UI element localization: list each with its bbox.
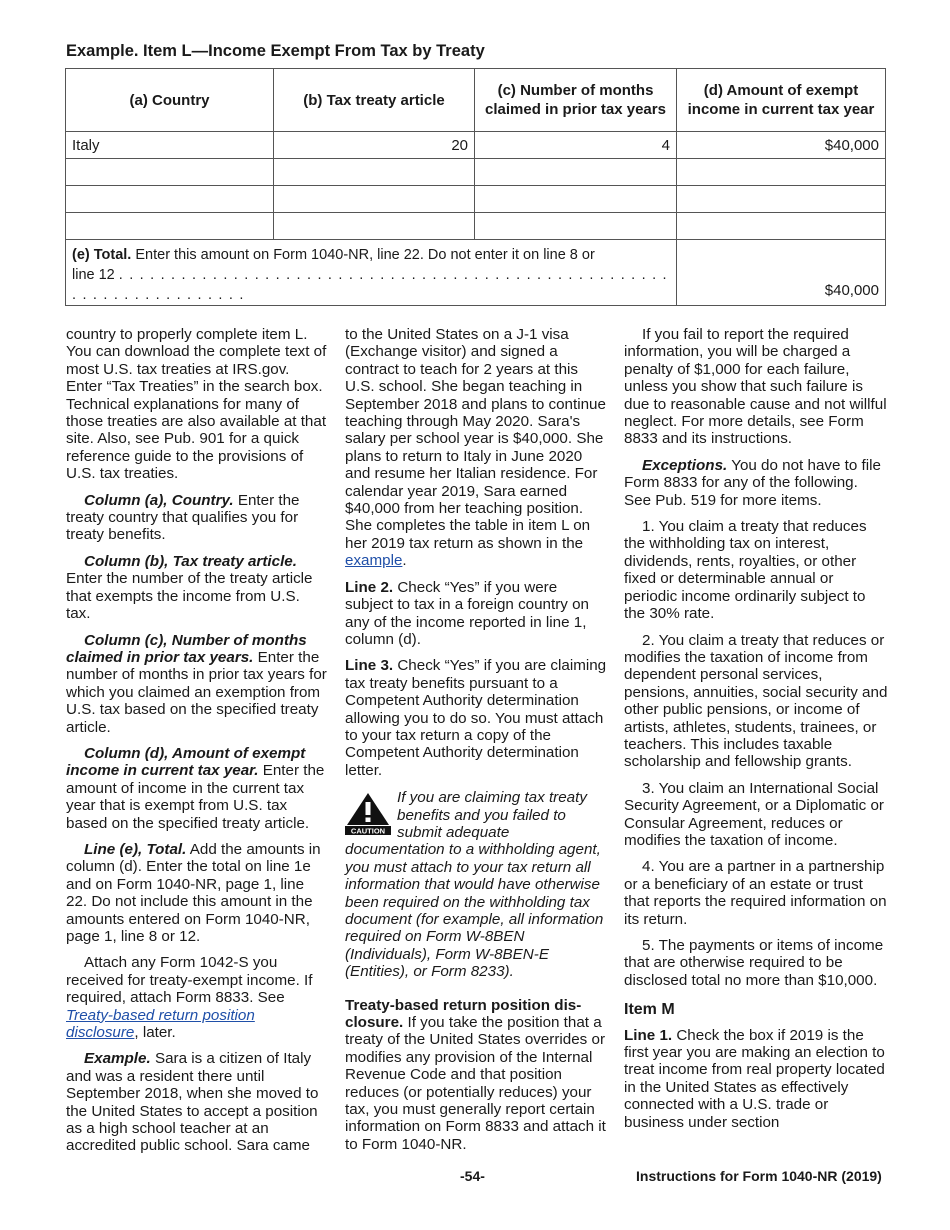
page-number: -54- xyxy=(460,1168,485,1184)
cell-amount xyxy=(677,186,886,213)
heading-line-1: Line 1. xyxy=(624,1026,673,1044)
cell-months xyxy=(475,186,677,213)
text-exceptions: You do not have to file Form 8833 for any of the following. See Pub. 519 for more items. xyxy=(624,456,881,509)
paragraph-example xyxy=(66,1050,328,1154)
header-months-claimed: (c) Number of months claimed in prior tax years xyxy=(475,69,677,132)
cell-country: Italy xyxy=(66,132,274,159)
list-item: 4. You are a partner in a partnership or a beneficiary of an estate or trust that reports the required information on its return. xyxy=(624,858,887,928)
text-line-3: Check “Yes” if you are claiming tax treaty benefits pursuant to a Competent Authority determination allowing you to do so. You must attach to your tax return a copy of the Competent Authority determination letter. xyxy=(345,657,607,779)
text-column-b: Enter the number of the treaty article that exempts the income from U.S. tax. xyxy=(66,570,313,623)
caution-paragraph xyxy=(345,789,607,980)
table-row xyxy=(66,186,886,213)
text-column-c: Enter the number of months in prior tax years for which you claimed an exemption from U.S. tax based on the specified treaty article. xyxy=(66,648,327,736)
list-item: 5. The payments or items of income that are otherwise required to be disclosed total no more than $10,000. xyxy=(624,937,884,989)
total-label-bold: (e) Total. xyxy=(72,247,132,263)
header-exempt-amount: (d) Amount of exempt income in current tax year xyxy=(677,69,886,132)
header-treaty-article: (b) Tax treaty article xyxy=(274,69,475,132)
treaty-disclosure-link[interactable]: Treaty-based return position disclosure xyxy=(66,1006,255,1042)
cell-country xyxy=(66,159,274,186)
paragraph xyxy=(345,326,607,570)
heading-column-b: Column (b), Tax treaty article. xyxy=(84,552,297,570)
cell-months: 4 xyxy=(475,132,677,159)
heading-treaty-disclosure: Treaty-based return position disclosure. xyxy=(345,996,582,1032)
total-value: $40,000 xyxy=(677,240,886,306)
heading-column-a: Column (a), Country. xyxy=(84,491,234,509)
paragraph-column-b xyxy=(66,553,328,623)
heading-column-c: Column (c), Number of months claimed in prior tax years. xyxy=(66,631,307,666)
paragraph-column-d xyxy=(66,745,328,832)
heading-line-e: Line (e), Total. xyxy=(84,840,187,858)
text-period: . xyxy=(402,552,407,570)
section-heading-item-m: Item M xyxy=(624,1001,675,1019)
caution-label: CAUTION xyxy=(350,826,386,836)
example-link[interactable]: example xyxy=(345,552,403,570)
total-label xyxy=(66,240,677,306)
text-line-1: Check the box if 2019 is the first year you are making an election to treat income from real property located in the United States as effectively connected with a U.S. trade or business under section xyxy=(624,1026,885,1131)
total-label-line2: line 12 xyxy=(72,267,115,283)
text-line-e: Add the amounts in column (d). Enter the total on line 1e and on Form 1040-NR, page 1, line 22. Do not include this amount in the amounts entered on Form 1040-NR, page 1, line 8 or 12. xyxy=(66,840,321,945)
text-example: Sara is a citizen of Italy and was a resident there until September 2018, when she moved to the United States to accept a position as a high school teacher at an accredited public school. Sara came xyxy=(66,1050,319,1155)
text-column-1 xyxy=(66,326,328,1164)
cell-article xyxy=(274,213,475,240)
paragraph: country to properly complete item L. You can download the complete text of most U.S. tax treaties at IRS.gov. Enter “Tax Treaties” in the search box. Technical explanations for many of those treaties are also available at that site. Also, see Pub. 901 for a quick reference guide to the provisions of U.S. tax treaties. xyxy=(66,326,327,483)
cell-article xyxy=(274,186,475,213)
footer-title: Instructions for Form 1040-NR (2019) xyxy=(636,1168,882,1184)
heading-line-3: Line 3. xyxy=(345,657,394,675)
cell-article xyxy=(274,159,475,186)
total-row xyxy=(66,240,886,306)
paragraph-attach xyxy=(66,954,328,1041)
heading-column-d: Column (d), Amount of exempt income in current tax year. xyxy=(66,744,306,780)
table-header-row xyxy=(66,69,886,132)
text-column-3 xyxy=(624,326,888,1140)
cell-months xyxy=(475,213,677,240)
heading-line-2: Line 2. xyxy=(345,578,394,596)
text-column-2 xyxy=(345,326,607,1162)
list-item: 2. You claim a treaty that reduces or modifies the taxation of income from dependent personal services, pensions, annuities, social security and other public pensions, or income of artists, athletes, students, trainees, or teachers. This includes taxable scholarship and fellowship grants. xyxy=(624,631,888,771)
cell-amount xyxy=(677,159,886,186)
header-country: (a) Country xyxy=(66,69,274,132)
heading-exceptions: Exceptions. xyxy=(642,456,728,474)
cell-amount xyxy=(677,213,886,240)
paragraph-line-e xyxy=(66,841,328,945)
text-attach: Attach any Form 1042-S you received for treaty-exempt income. If required, attach Form 8833. See xyxy=(66,954,313,1007)
table-row xyxy=(66,159,886,186)
paragraph-line-1 xyxy=(624,1027,888,1131)
list-item: 1. You claim a treaty that reduces the withholding tax on interest, dividends, rents, royalties, or other fixed or determinable annual or periodic income ordinarily subject to the 30% rate. xyxy=(624,518,867,623)
total-label-text: Enter this amount on Form 1040-NR, line 22. Do not enter it on line 8 or xyxy=(135,247,595,263)
text-column-a: Enter the treaty country that qualifies you for treaty benefits. xyxy=(66,491,300,544)
treaty-example-table xyxy=(65,68,886,306)
paragraph-line-2 xyxy=(345,579,607,649)
cell-amount: $40,000 xyxy=(677,132,886,159)
paragraph-line-3 xyxy=(345,657,607,779)
paragraph-column-a xyxy=(66,492,328,544)
heading-example: Example. xyxy=(84,1050,151,1068)
caution-icon xyxy=(345,791,391,835)
table-title: Example. Item L—Income Exempt From Tax by Treaty xyxy=(66,42,485,60)
text-treaty-disclosure: If you take the position that a treaty of the United States overrides or modifies any provision of the Internal Revenue Code and that position reduces (or potentially reduces) your tax, you must generally report certain information on Form 8833 and attach it to Form 1040-NR. xyxy=(345,1014,606,1153)
paragraph-exceptions xyxy=(624,457,888,509)
text-attach-end: , later. xyxy=(134,1024,176,1042)
cell-months xyxy=(475,159,677,186)
table-row xyxy=(66,213,886,240)
table-row xyxy=(66,132,886,159)
paragraph-column-c xyxy=(66,632,328,736)
paragraph: If you fail to report the required information, you will be charged a penalty of $1,000 for each failure, unless you show that such failure is due to reasonable cause and not willful neglect. For more details, see Form 8833 and its instructions. xyxy=(624,326,887,448)
text-example-cont: to the United States on a J-1 visa (Exchange visitor) and signed a contract to teach for 2 years at this U.S. school. She began teaching in September 2018 and plans to continue teaching through May 2020. Sara's salary per school year is $40,000. She plans to return to Italy in June 2020 and resume her Italian residence. For calendar year 2019, Sara earned $40,000 from her teaching position. She completes the table in item L on her 2019 tax return as shown in the xyxy=(345,326,606,552)
text-column-d: Enter the amount of income in the current tax year that is exempt from U.S. tax based on the specified treaty article. xyxy=(66,762,325,832)
cell-country xyxy=(66,186,274,213)
leader-dots: . . . . . . . . . . . . . . . . . . . . . . . . . . . . . . . . . . . . . . . . . . . . . . . . . . . . . . . . . . . . . . . . . . . . . . xyxy=(72,267,668,303)
list-item: 3. You claim an International Social Security Agreement, or a Diplomatic or Consular Agreement, reduces or modifies the taxation of income. xyxy=(624,779,884,849)
caution-text: If you are claiming tax treaty benefits and you failed to submit adequate documentation to a withholding agent, you must attach to your tax return all information that would have otherwise been required on the withholding tax document (for example, all information required on Form W-8BEN (Individuals), Form W-8BEN-E (Entities), or Form 8233). xyxy=(345,789,604,981)
text-line-2: Check “Yes” if you were subject to tax in a foreign country on any of the income reported in line 1, column (d). xyxy=(345,578,589,648)
cell-article: 20 xyxy=(274,132,475,159)
paragraph-treaty-disclosure xyxy=(345,997,607,1154)
cell-country xyxy=(66,213,274,240)
